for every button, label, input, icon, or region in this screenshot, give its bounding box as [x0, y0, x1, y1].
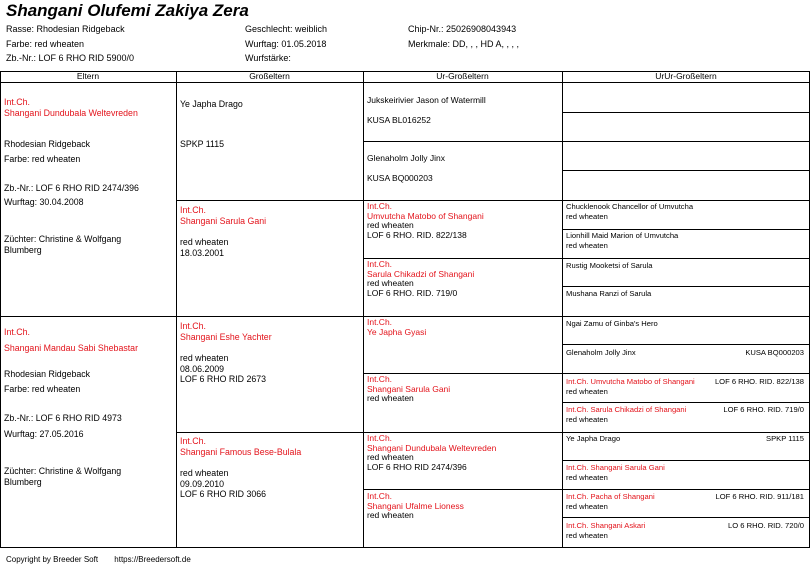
column-header-grandparents: Großeltern	[249, 71, 290, 81]
dam-birthdate: Wurftag: 27.05.2016	[4, 429, 84, 439]
great-grandparent-3-title: Int.Ch.	[367, 202, 393, 211]
great-grandparent-6	[367, 375, 561, 431]
grandparent-4-title: Int.Ch.	[180, 436, 206, 446]
grandparent-3-title: Int.Ch.	[180, 321, 206, 331]
grandparent-2-color: red wheaten	[180, 237, 229, 247]
grandparent-4	[180, 436, 360, 546]
great2-15-name: Int.Ch. Pacha of Shangani	[566, 492, 655, 501]
great2-16-name: Int.Ch. Shangani Askari	[566, 521, 646, 530]
grandparent-2-date: 18.03.2001	[180, 247, 225, 258]
great2-grandparent-11	[566, 377, 808, 402]
parent-dam	[4, 327, 174, 547]
great2-12-reg: LOF 6 RHO. RID. 719/0	[723, 405, 804, 414]
great2-14-name: Int.Ch. Shangani Sarula Gani	[566, 463, 665, 472]
grandparent-1-name: Ye Japha Drago	[180, 99, 243, 109]
column-header-parents: Eltern	[76, 71, 100, 81]
dam-breeder-2: Blumberg	[4, 477, 42, 487]
great-grandparent-2	[367, 153, 561, 199]
sire-name: Shangani Dundubala Weltevreden	[4, 108, 138, 118]
sire-breeder: Züchter: Christine & Wolfgang	[4, 234, 122, 244]
chip-label: Chip-Nr.: 25026908043943	[408, 24, 517, 34]
color-label: Farbe: red wheaten	[6, 39, 85, 49]
great-grandparent-4	[367, 260, 561, 316]
great-grandparent-2-name: Glenaholm Jolly Jinx	[367, 153, 445, 163]
grandparent-4-date: 09.09.2010	[180, 478, 225, 489]
great-grandparent-7-reg: LOF 6 RHO RID 2474/396	[367, 461, 467, 472]
great2-grandparent-8	[566, 289, 808, 314]
great2-5-color: red wheaten	[566, 211, 608, 221]
column-header-great2-grandparents: UrUr-Großeltern	[655, 71, 717, 81]
grandparent-4-color: red wheaten	[180, 468, 229, 478]
great-grandparent-6-name: Shangani Sarula Gani	[367, 383, 451, 394]
column-header-great-grandparents: Ur-Großeltern	[436, 71, 489, 81]
great-grandparent-1	[367, 95, 561, 141]
grandparent-2-name: Shangani Sarula Gani	[180, 215, 267, 226]
great-grandparent-5-title: Int.Ch.	[367, 318, 393, 327]
registration-label: Zb.-Nr.: LOF 6 RHO RID 5900/0	[6, 53, 135, 63]
grandparent-3-date: 08.06.2009	[180, 363, 225, 374]
great2-grandparent-13	[566, 434, 808, 459]
great2-16-color: red wheaten	[566, 530, 608, 540]
great2-grandparent-15	[566, 492, 808, 517]
dam-color: Farbe: red wheaten	[4, 384, 81, 394]
great-grandparent-4-reg: LOF 6 RHO. RID. 719/0	[367, 287, 458, 298]
sire-breeder-2: Blumberg	[4, 245, 42, 255]
great-grandparent-1-name: Jukskeirivier Jason of Watermill	[367, 95, 486, 105]
great2-11-reg: LOF 6 RHO. RID. 822/138	[714, 377, 804, 386]
sire-color: Farbe: red wheaten	[4, 154, 81, 164]
great-grandparent-3-name: Umvutcha Matobo of Shangani	[367, 210, 484, 221]
great2-12-name: Int.Ch. Sarula Chikadzi of Shangani	[566, 405, 687, 414]
pedigree-table	[0, 71, 810, 548]
sire-breed: Rhodesian Ridgeback	[4, 139, 91, 149]
sire-registration: Zb.-Nr.: LOF 6 RHO RID 2474/396	[4, 183, 139, 193]
great2-grandparent-7	[566, 261, 808, 286]
great-grandparent-2-reg: KUSA BQ000203	[367, 172, 433, 183]
grandparent-3-color: red wheaten	[180, 353, 229, 363]
great2-grandparent-16	[566, 521, 808, 546]
great2-15-color: red wheaten	[566, 501, 608, 511]
sire-title: Int.Ch.	[4, 97, 30, 107]
great2-9-name: Ngai Zamu of Ginba's Hero	[566, 319, 658, 328]
website-link[interactable]: https://Breedersoft.de	[114, 555, 191, 564]
litter-size-label: Wurfstärke:	[245, 53, 291, 63]
sex-label: Geschlecht: weiblich	[245, 24, 328, 34]
grandparent-3-name: Shangani Eshe Yachter	[180, 331, 272, 342]
great2-6-color: red wheaten	[566, 240, 608, 250]
grandparent-1	[180, 99, 360, 199]
grandparent-2	[180, 205, 360, 315]
great2-13-name: Ye Japha Drago	[566, 434, 621, 443]
great-grandparent-3-color: red wheaten	[367, 220, 414, 230]
great2-12-color: red wheaten	[566, 414, 608, 424]
features-label: Merkmale: DD, , , HD A, , , ,	[408, 39, 520, 49]
birthdate-label: Wurftag: 01.05.2018	[245, 39, 327, 49]
great-grandparent-4-name: Sarula Chikadzi of Shangani	[367, 268, 475, 279]
great-grandparent-5	[367, 318, 561, 374]
great-grandparent-8-title: Int.Ch.	[367, 492, 393, 501]
dam-breeder: Züchter: Christine & Wolfgang	[4, 466, 122, 476]
dam-breed: Rhodesian Ridgeback	[4, 369, 91, 379]
great-grandparent-8-name: Shangani Ufalme Lioness	[367, 500, 464, 511]
great2-grandparent-9	[566, 319, 808, 344]
great-grandparent-8	[367, 492, 561, 548]
grandparent-4-reg: LOF 6 RHO RID 3066	[180, 489, 267, 499]
great-grandparent-7-title: Int.Ch.	[367, 434, 393, 443]
great2-7-name: Rustig Mooketsi of Sarula	[566, 261, 653, 270]
great-grandparent-6-title: Int.Ch.	[367, 375, 393, 384]
great2-10-name: Glenaholm Jolly Jinx	[566, 348, 636, 357]
great2-grandparent-14	[566, 463, 808, 488]
great2-10-reg: KUSA BQ000203	[745, 348, 804, 357]
great2-13-reg: SPKP 1115	[766, 434, 804, 443]
great-grandparent-3-reg: LOF 6 RHO. RID. 822/138	[367, 229, 467, 240]
great-grandparent-4-title: Int.Ch.	[367, 260, 393, 269]
dam-name: Shangani Mandau Sabi Shebastar	[4, 343, 139, 353]
great2-grandparent-10	[566, 348, 808, 373]
great-grandparent-3	[367, 202, 561, 258]
great2-11-name: Int.Ch. Umvutcha Matobo of Shangani	[566, 377, 695, 386]
pedigree-title: Shangani Olufemi Zakiya Zera	[6, 1, 249, 20]
great2-16-reg: LO 6 RHO. RID. 720/0	[728, 521, 804, 530]
great2-5-name: Chucklenook Chancellor of Umvutcha	[566, 202, 694, 211]
great-grandparent-7	[367, 434, 561, 490]
great-grandparent-7-color: red wheaten	[367, 452, 414, 462]
great-grandparent-7-name: Shangani Dundubala Weltevreden	[367, 442, 497, 453]
footer	[6, 555, 191, 564]
copyright-text: Copyright by Breeder Soft	[6, 555, 99, 564]
grandparent-3-reg: LOF 6 RHO RID 2673	[180, 374, 267, 384]
great-grandparent-4-color: red wheaten	[367, 278, 414, 288]
grandparent-4-name: Shangani Famous Bese-Bulala	[180, 446, 302, 457]
grandparent-1-reg: SPKP 1115	[180, 139, 225, 149]
great2-15-reg: LOF 6 RHO. RID. 911/181	[715, 492, 804, 501]
great2-grandparent-6	[566, 231, 808, 258]
great2-11-color: red wheaten	[566, 386, 608, 396]
great2-grandparent-5	[566, 202, 808, 229]
great2-8-name: Mushana Ranzi of Sarula	[566, 289, 652, 298]
breed-label: Rasse: Rhodesian Ridgeback	[6, 24, 125, 34]
great-grandparent-6-color: red wheaten	[367, 393, 414, 403]
great2-14-color: red wheaten	[566, 472, 608, 482]
great-grandparent-8-color: red wheaten	[367, 510, 414, 520]
great-grandparent-1-reg: KUSA BL016252	[367, 114, 431, 125]
grandparent-2-title: Int.Ch.	[180, 205, 206, 215]
great2-grandparent-12	[566, 405, 808, 430]
dam-registration: Zb.-Nr.: LOF 6 RHO RID 4973	[4, 413, 122, 423]
parent-sire	[4, 97, 174, 317]
sire-birthdate: Wurftag: 30.04.2008	[4, 197, 84, 207]
great2-6-name: Lionhill Maid Marion of Umvutcha	[566, 231, 679, 240]
grandparent-3	[180, 321, 360, 431]
dam-title: Int.Ch.	[4, 327, 30, 337]
great-grandparent-5-name: Ye Japha Gyasi	[367, 326, 427, 337]
